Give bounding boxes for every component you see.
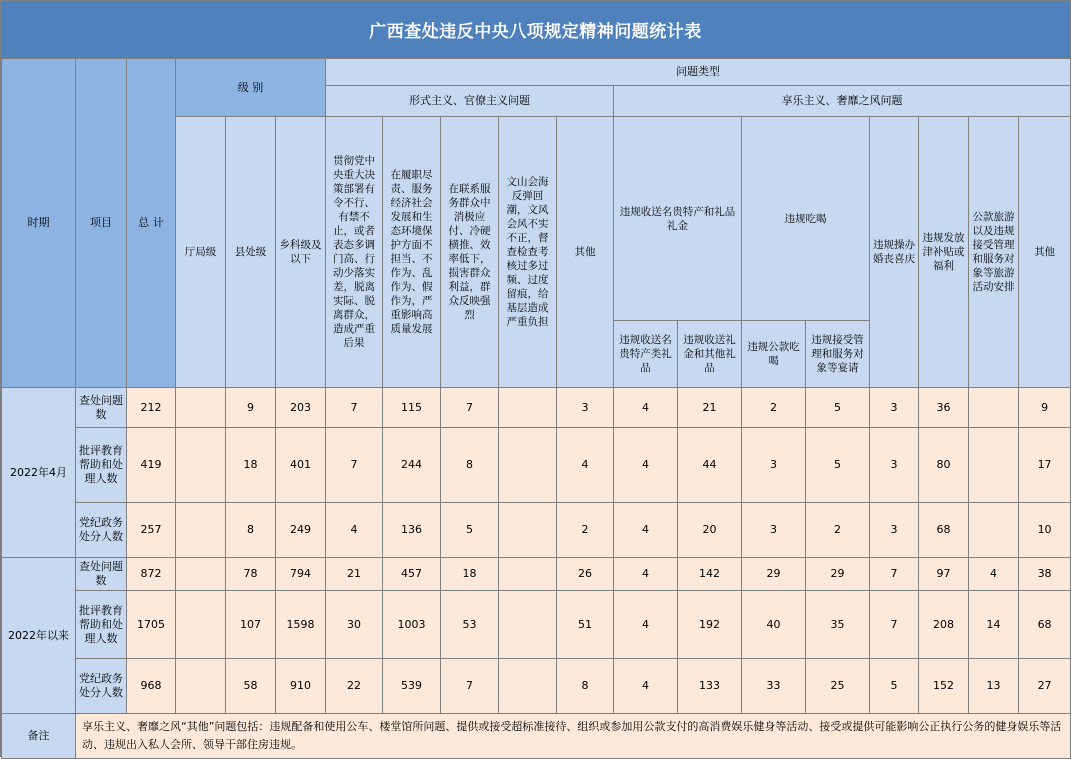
table-cell: 107 [226, 591, 276, 659]
table-cell: 1705 [127, 591, 176, 659]
header-gift-col-2: 违规收送礼金和其他礼品 [678, 321, 742, 388]
table-row [2, 503, 1071, 558]
table-cell [969, 503, 1019, 558]
table-cell: 80 [919, 428, 969, 503]
table-cell: 4 [614, 659, 678, 714]
table-cell: 33 [742, 659, 806, 714]
table-cell [499, 428, 557, 503]
table-cell: 8 [226, 503, 276, 558]
table-cell: 9 [226, 388, 276, 428]
table-cell: 3 [870, 428, 919, 503]
table-cell: 36 [919, 388, 969, 428]
row-item-label: 党纪政务处分人数 [76, 659, 127, 714]
table-cell: 133 [678, 659, 742, 714]
header-allowance: 违规发放津补贴或福利 [919, 117, 969, 388]
table-cell: 10 [1019, 503, 1071, 558]
table-cell: 7 [326, 428, 383, 503]
table-cell: 910 [276, 659, 326, 714]
table-cell: 457 [383, 558, 441, 591]
page-title: 广西查处违反中央八项规定精神问题统计表 [1, 1, 1070, 58]
header-level-xiang: 乡科级及以下 [276, 117, 326, 388]
table-cell [176, 428, 226, 503]
header-level-xian: 县处级 [226, 117, 276, 388]
table-cell: 53 [441, 591, 499, 659]
statistics-table [1, 58, 1071, 759]
table-cell: 14 [969, 591, 1019, 659]
header-problem-type: 问题类型 [326, 59, 1071, 86]
table-cell: 38 [1019, 558, 1071, 591]
table-cell: 3 [870, 503, 919, 558]
header-formalism-col-4: 文山会海反弹回潮，文风会风不实不正，督查检查考核过多过频、过度留痕，给基层造成严重负担 [499, 117, 557, 388]
table-cell: 4 [614, 428, 678, 503]
header-formalism-col-2: 在履职尽责、服务经济社会发展和生态环境保护方面不担当、不作为、乱作为、假作为，严重影响高质量发展 [383, 117, 441, 388]
table-cell: 152 [919, 659, 969, 714]
table-cell: 4 [557, 428, 614, 503]
table-cell: 2 [742, 388, 806, 428]
table-cell: 8 [441, 428, 499, 503]
table-cell: 2 [557, 503, 614, 558]
table-cell: 4 [614, 558, 678, 591]
header-item: 项目 [76, 59, 127, 388]
row-item-label: 批评教育帮助和处理人数 [76, 428, 127, 503]
header-wedding-funeral: 违规操办婚丧喜庆 [870, 117, 919, 388]
header-gift-col-1: 违规收送名贵特产类礼品 [614, 321, 678, 388]
period-label: 2022年4月 [2, 388, 76, 558]
table-cell: 9 [1019, 388, 1071, 428]
table-cell: 51 [557, 591, 614, 659]
table-cell: 794 [276, 558, 326, 591]
table-cell [499, 591, 557, 659]
table-cell: 208 [919, 591, 969, 659]
table-cell: 26 [557, 558, 614, 591]
table-cell: 35 [806, 591, 870, 659]
header-hedonism-group: 享乐主义、奢靡之风问题 [614, 86, 1071, 117]
header-hedonism-other: 其他 [1019, 117, 1071, 388]
period-label: 2022年以来 [2, 558, 76, 714]
note-label: 备注 [2, 714, 76, 759]
table-cell: 244 [383, 428, 441, 503]
table-row [2, 558, 1071, 591]
table-cell: 5 [870, 659, 919, 714]
table-row [2, 388, 1071, 428]
table-body [2, 388, 1071, 714]
table-cell: 8 [557, 659, 614, 714]
table-cell: 968 [127, 659, 176, 714]
table-cell [176, 558, 226, 591]
table-cell: 5 [441, 503, 499, 558]
table-cell: 212 [127, 388, 176, 428]
header-level-ting: 厅局级 [176, 117, 226, 388]
table-cell: 1003 [383, 591, 441, 659]
table-cell: 2 [806, 503, 870, 558]
header-eat-group: 违规吃喝 [742, 117, 870, 321]
table-row [2, 591, 1071, 659]
note-text: 享乐主义、奢靡之风“其他”问题包括：违规配备和使用公车、楼堂馆所问题、提供或接受超标准接待、组织或参加用公款支付的高消费娱乐健身等活动、接受或提供可能影响公正执行公务的健身娱乐等活动、违规出入私人会所、领导干部住房违规。 [76, 714, 1071, 759]
table-cell: 872 [127, 558, 176, 591]
table-row [2, 428, 1071, 503]
table-cell: 4 [614, 591, 678, 659]
table-cell: 257 [127, 503, 176, 558]
table-cell [499, 558, 557, 591]
header-formalism-col-1: 贯彻党中央重大决策部署有令不行、有禁不止，或者表态多调门高、行动少落实差，脱离实际、脱离群众，造成严重后果 [326, 117, 383, 388]
table-cell [969, 388, 1019, 428]
table-cell: 7 [441, 388, 499, 428]
table-cell: 4 [969, 558, 1019, 591]
table-cell: 40 [742, 591, 806, 659]
table-cell: 5 [806, 428, 870, 503]
table-cell: 21 [678, 388, 742, 428]
table-cell [176, 591, 226, 659]
table-cell: 27 [1019, 659, 1071, 714]
table-cell: 18 [441, 558, 499, 591]
table-cell: 115 [383, 388, 441, 428]
table-cell: 3 [742, 503, 806, 558]
table-cell: 1598 [276, 591, 326, 659]
header-formalism-col-3: 在联系服务群众中消极应付、冷硬横推、效率低下，损害群众利益，群众反映强烈 [441, 117, 499, 388]
table-cell: 68 [1019, 591, 1071, 659]
header-eat-col-2: 违规接受管理和服务对象等宴请 [806, 321, 870, 388]
table-cell: 3 [742, 428, 806, 503]
table-cell: 58 [226, 659, 276, 714]
table-cell [499, 503, 557, 558]
row-item-label: 批评教育帮助和处理人数 [76, 591, 127, 659]
table-cell: 97 [919, 558, 969, 591]
table-cell: 29 [806, 558, 870, 591]
table-cell: 17 [1019, 428, 1071, 503]
header-travel: 公款旅游以及违规接受管理和服务对象等旅游活动安排 [969, 117, 1019, 388]
header-total: 总 计 [127, 59, 176, 388]
table-cell: 419 [127, 428, 176, 503]
table-cell: 20 [678, 503, 742, 558]
header-gift-group: 违规收送名贵特产和礼品礼金 [614, 117, 742, 321]
table-cell: 21 [326, 558, 383, 591]
table-cell: 44 [678, 428, 742, 503]
row-item-label: 查处问题数 [76, 388, 127, 428]
table-cell: 7 [870, 558, 919, 591]
header-level: 级 别 [176, 59, 326, 117]
table-cell [499, 659, 557, 714]
table-cell: 401 [276, 428, 326, 503]
table-cell: 4 [614, 503, 678, 558]
table-cell: 3 [870, 388, 919, 428]
header-period: 时期 [2, 59, 76, 388]
table-cell: 4 [326, 503, 383, 558]
table-cell [499, 388, 557, 428]
table-cell: 68 [919, 503, 969, 558]
table-cell: 7 [870, 591, 919, 659]
table-cell: 7 [326, 388, 383, 428]
table-cell [176, 388, 226, 428]
row-item-label: 党纪政务处分人数 [76, 503, 127, 558]
table-cell: 3 [557, 388, 614, 428]
header-formalism-group: 形式主义、官僚主义问题 [326, 86, 614, 117]
table-cell: 4 [614, 388, 678, 428]
table-cell: 29 [742, 558, 806, 591]
table-cell: 192 [678, 591, 742, 659]
table-row [2, 659, 1071, 714]
header-formalism-other: 其他 [557, 117, 614, 388]
table-cell: 136 [383, 503, 441, 558]
table-cell: 18 [226, 428, 276, 503]
table-cell: 539 [383, 659, 441, 714]
table-cell: 22 [326, 659, 383, 714]
table-cell: 30 [326, 591, 383, 659]
table-cell: 25 [806, 659, 870, 714]
table-cell: 142 [678, 558, 742, 591]
table-cell [176, 659, 226, 714]
table-cell: 78 [226, 558, 276, 591]
table-cell: 203 [276, 388, 326, 428]
table-cell: 5 [806, 388, 870, 428]
table-cell [176, 503, 226, 558]
header-eat-col-1: 违规公款吃喝 [742, 321, 806, 388]
table-cell: 13 [969, 659, 1019, 714]
table-cell [969, 428, 1019, 503]
table-cell: 7 [441, 659, 499, 714]
table-cell: 249 [276, 503, 326, 558]
row-item-label: 查处问题数 [76, 558, 127, 591]
